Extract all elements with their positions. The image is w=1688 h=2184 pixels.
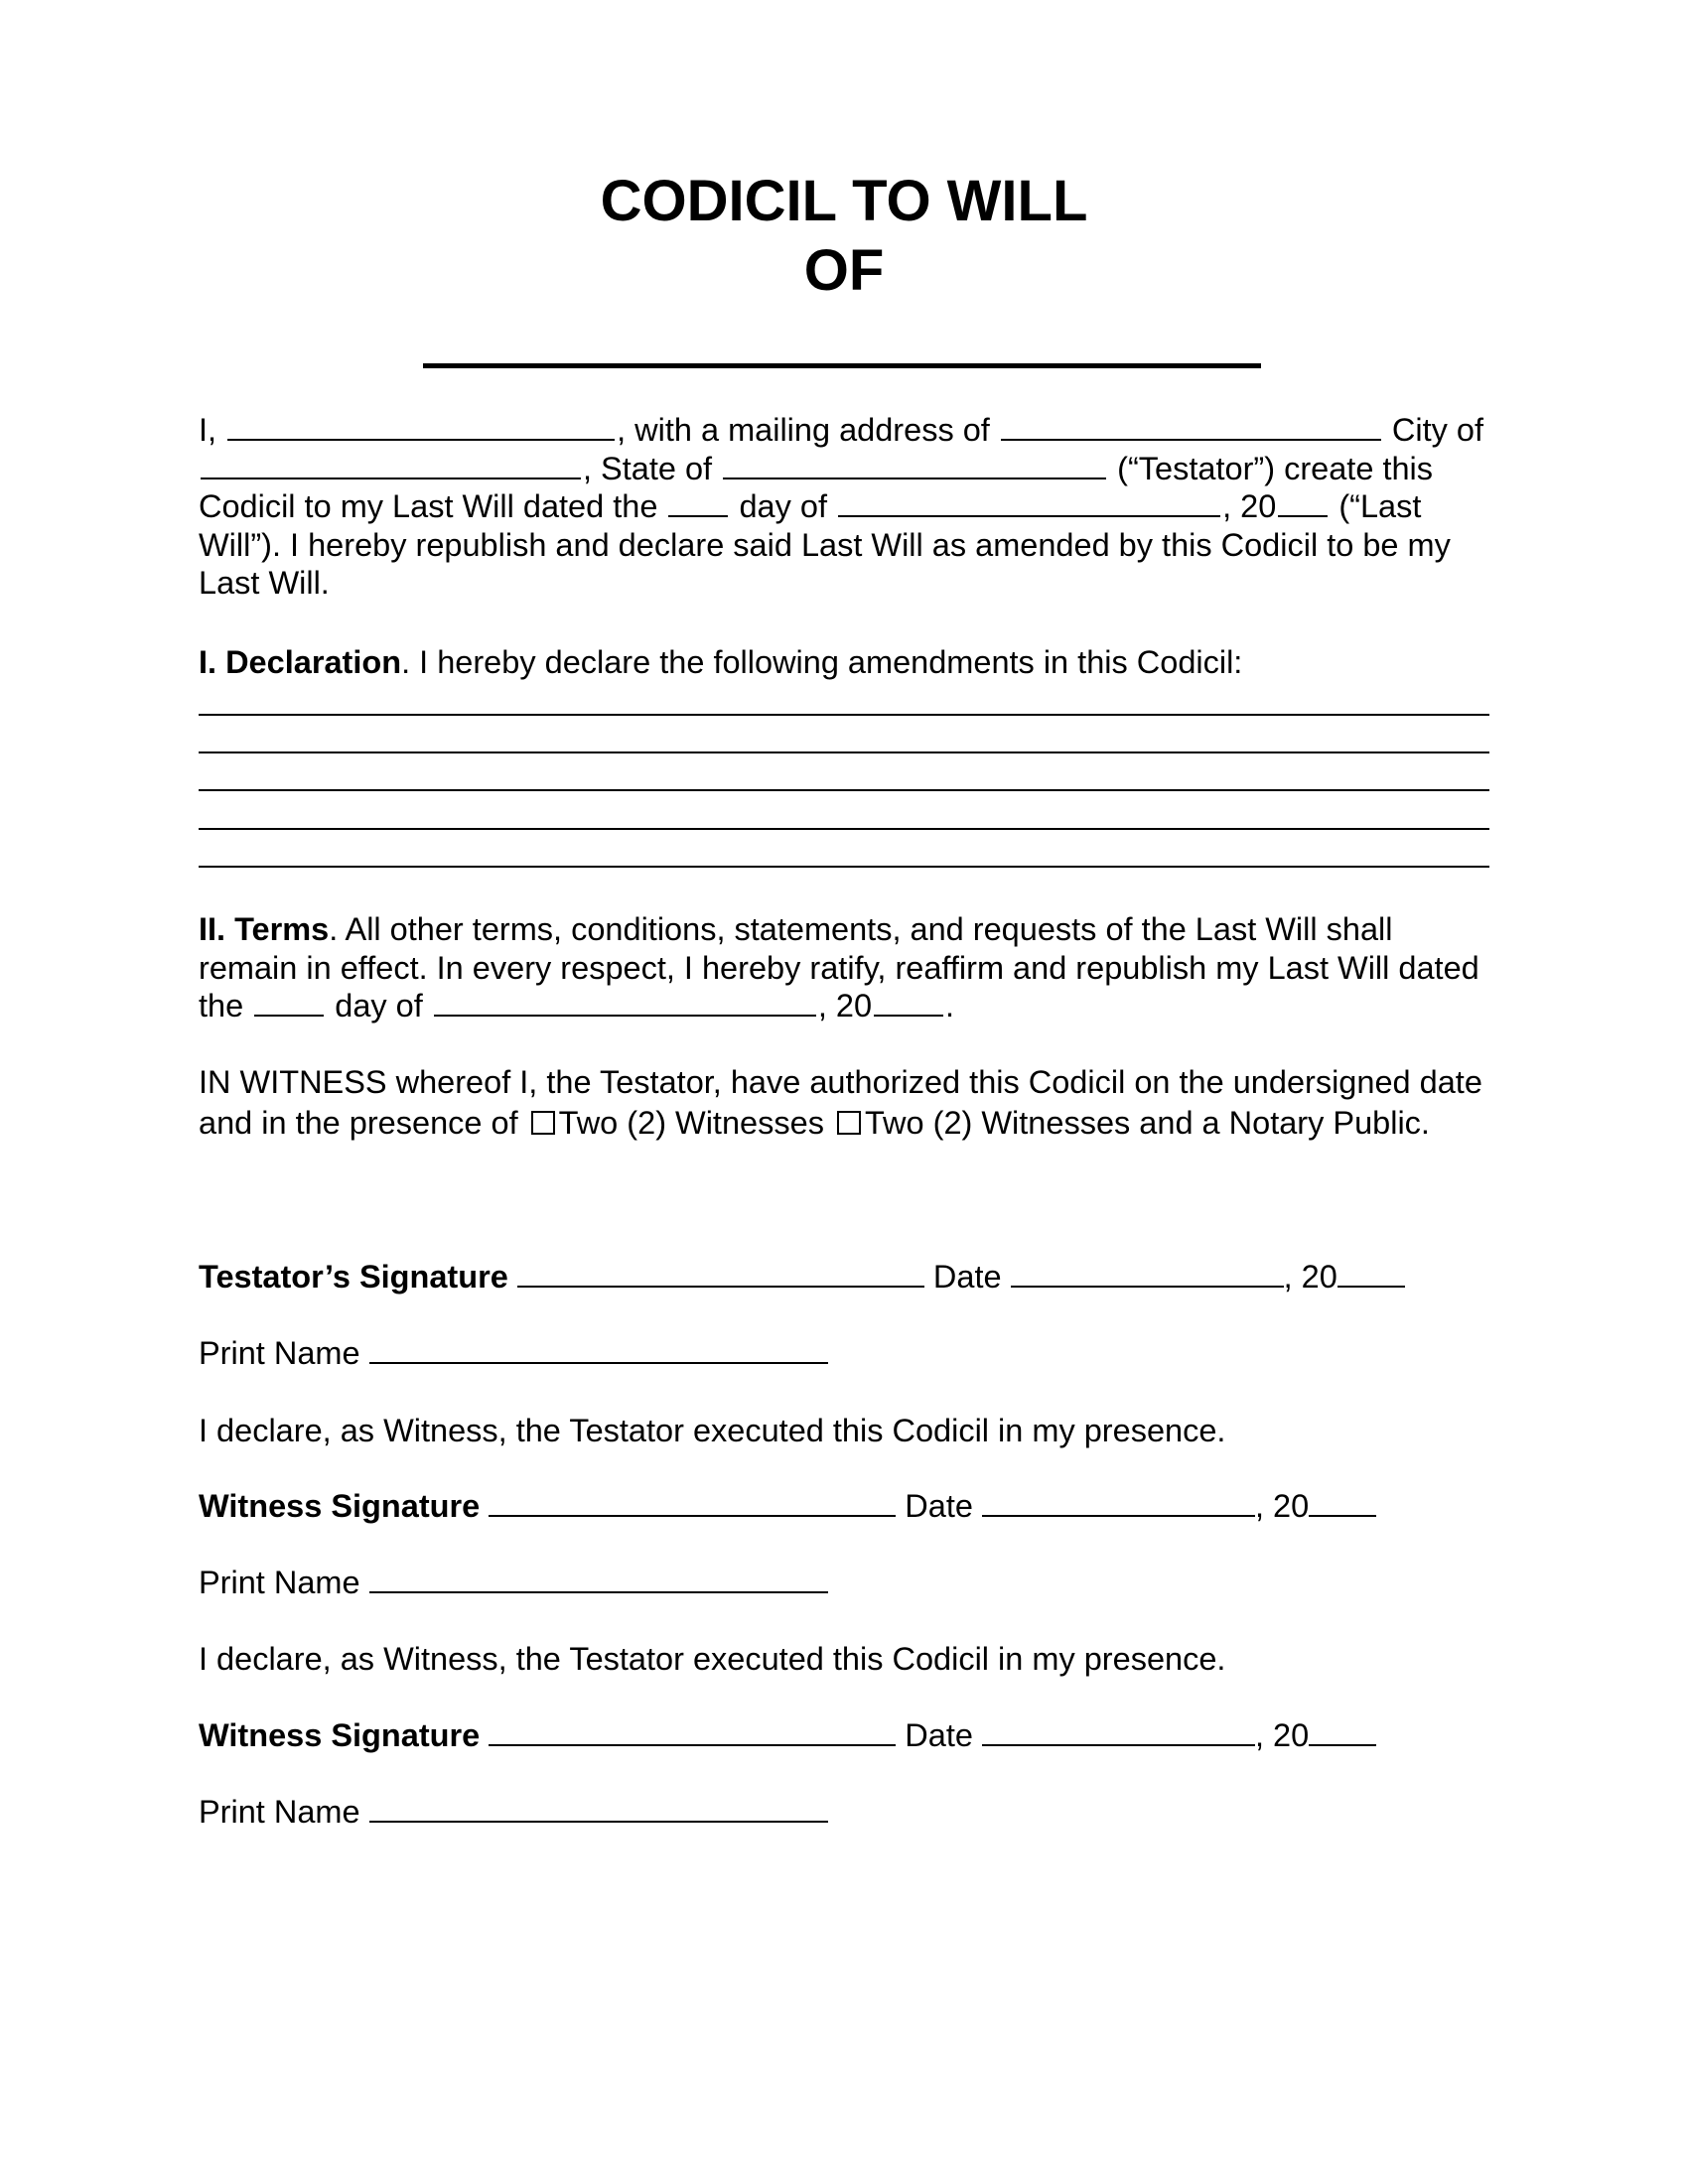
witness-clause-paragraph: IN WITNESS whereof I, the Testator, have authorized this Codicil on the undersigned date and in the presence of Two (2) Witnesses Two (2) Witnesses and a Notary Public. bbox=[199, 1064, 1482, 1141]
testator-date-field[interactable] bbox=[1011, 1258, 1284, 1288]
witnesses-and-notary-checkbox[interactable] bbox=[837, 1111, 861, 1135]
mailing-address-field[interactable] bbox=[1001, 411, 1381, 441]
city-field[interactable] bbox=[201, 450, 581, 479]
testator-name-title-field[interactable] bbox=[423, 363, 1261, 368]
declaration-heading: I. Declaration bbox=[199, 644, 402, 680]
witness-2-signature-field[interactable] bbox=[489, 1716, 896, 1746]
amendment-line-4[interactable] bbox=[199, 828, 1489, 830]
amendment-line-2[interactable] bbox=[199, 751, 1489, 753]
testator-signature-field[interactable] bbox=[517, 1258, 924, 1288]
witness-2-declaration: I declare, as Witness, the Testator executed this Codicil in my presence. bbox=[199, 1641, 1226, 1677]
witness-2-year-field[interactable] bbox=[1309, 1716, 1376, 1746]
witness-1-declaration: I declare, as Witness, the Testator executed this Codicil in my presence. bbox=[199, 1413, 1226, 1448]
witness-1-signature-field[interactable] bbox=[489, 1487, 896, 1517]
terms-paragraph: II. Terms. All other terms, conditions, statements, and requests of the Last Will shall remain in effect. In every respect, I hereby ratify, reaffirm and republish my Last Will dated the day of , 20 . bbox=[199, 911, 1479, 1024]
testator-print-name-field[interactable] bbox=[369, 1334, 828, 1364]
testator-name-field[interactable] bbox=[227, 411, 615, 441]
witness-2-signature-label: Witness Signature bbox=[199, 1717, 481, 1753]
title-line-2: OF bbox=[803, 238, 885, 303]
witness-1-print-name-row: Print Name bbox=[199, 1563, 828, 1602]
terms-heading: II. Terms bbox=[199, 911, 330, 947]
testator-print-name-row: Print Name bbox=[199, 1333, 828, 1373]
ratify-month-field[interactable] bbox=[434, 987, 816, 1017]
ratify-day-field[interactable] bbox=[254, 987, 324, 1017]
amendment-line-1[interactable] bbox=[199, 714, 1489, 716]
two-witnesses-checkbox[interactable] bbox=[531, 1111, 555, 1135]
state-field[interactable] bbox=[723, 450, 1106, 479]
witness-2-signature-row: Witness Signature Date , 20 bbox=[199, 1715, 1376, 1755]
ratify-year-field[interactable] bbox=[874, 987, 943, 1017]
witness-1-year-field[interactable] bbox=[1309, 1487, 1376, 1517]
witness-2-date-field[interactable] bbox=[982, 1716, 1255, 1746]
testator-signature-row: Testator’s Signature Date , 20 bbox=[199, 1257, 1405, 1297]
title-line-1: CODICIL TO WILL bbox=[600, 169, 1088, 233]
witness-2-print-name-field[interactable] bbox=[369, 1793, 828, 1823]
witness-2-print-name-row: Print Name bbox=[199, 1792, 828, 1832]
witness-1-print-name-field[interactable] bbox=[369, 1564, 828, 1593]
will-year-field[interactable] bbox=[1278, 487, 1328, 517]
will-day-field[interactable] bbox=[668, 487, 728, 517]
amendment-line-3[interactable] bbox=[199, 789, 1489, 791]
witness-1-signature-row: Witness Signature Date , 20 bbox=[199, 1486, 1376, 1526]
intro-paragraph: I, , with a mailing address of City of , State of (“Testator”) create this Codicil to my Last Will dated the day of , 20 (“Last Will”). I hereby republish and declare said Last Will as amended by this Codicil to be my Last Will. bbox=[199, 412, 1484, 601]
declaration-paragraph: I. Declaration. I hereby declare the following amendments in this Codicil: bbox=[199, 644, 1243, 680]
witness-1-date-field[interactable] bbox=[982, 1487, 1255, 1517]
testator-year-field[interactable] bbox=[1337, 1258, 1405, 1288]
witness-1-signature-label: Witness Signature bbox=[199, 1488, 481, 1524]
testator-signature-label: Testator’s Signature bbox=[199, 1259, 508, 1295]
will-month-field[interactable] bbox=[838, 487, 1220, 517]
amendment-line-5[interactable] bbox=[199, 866, 1489, 868]
